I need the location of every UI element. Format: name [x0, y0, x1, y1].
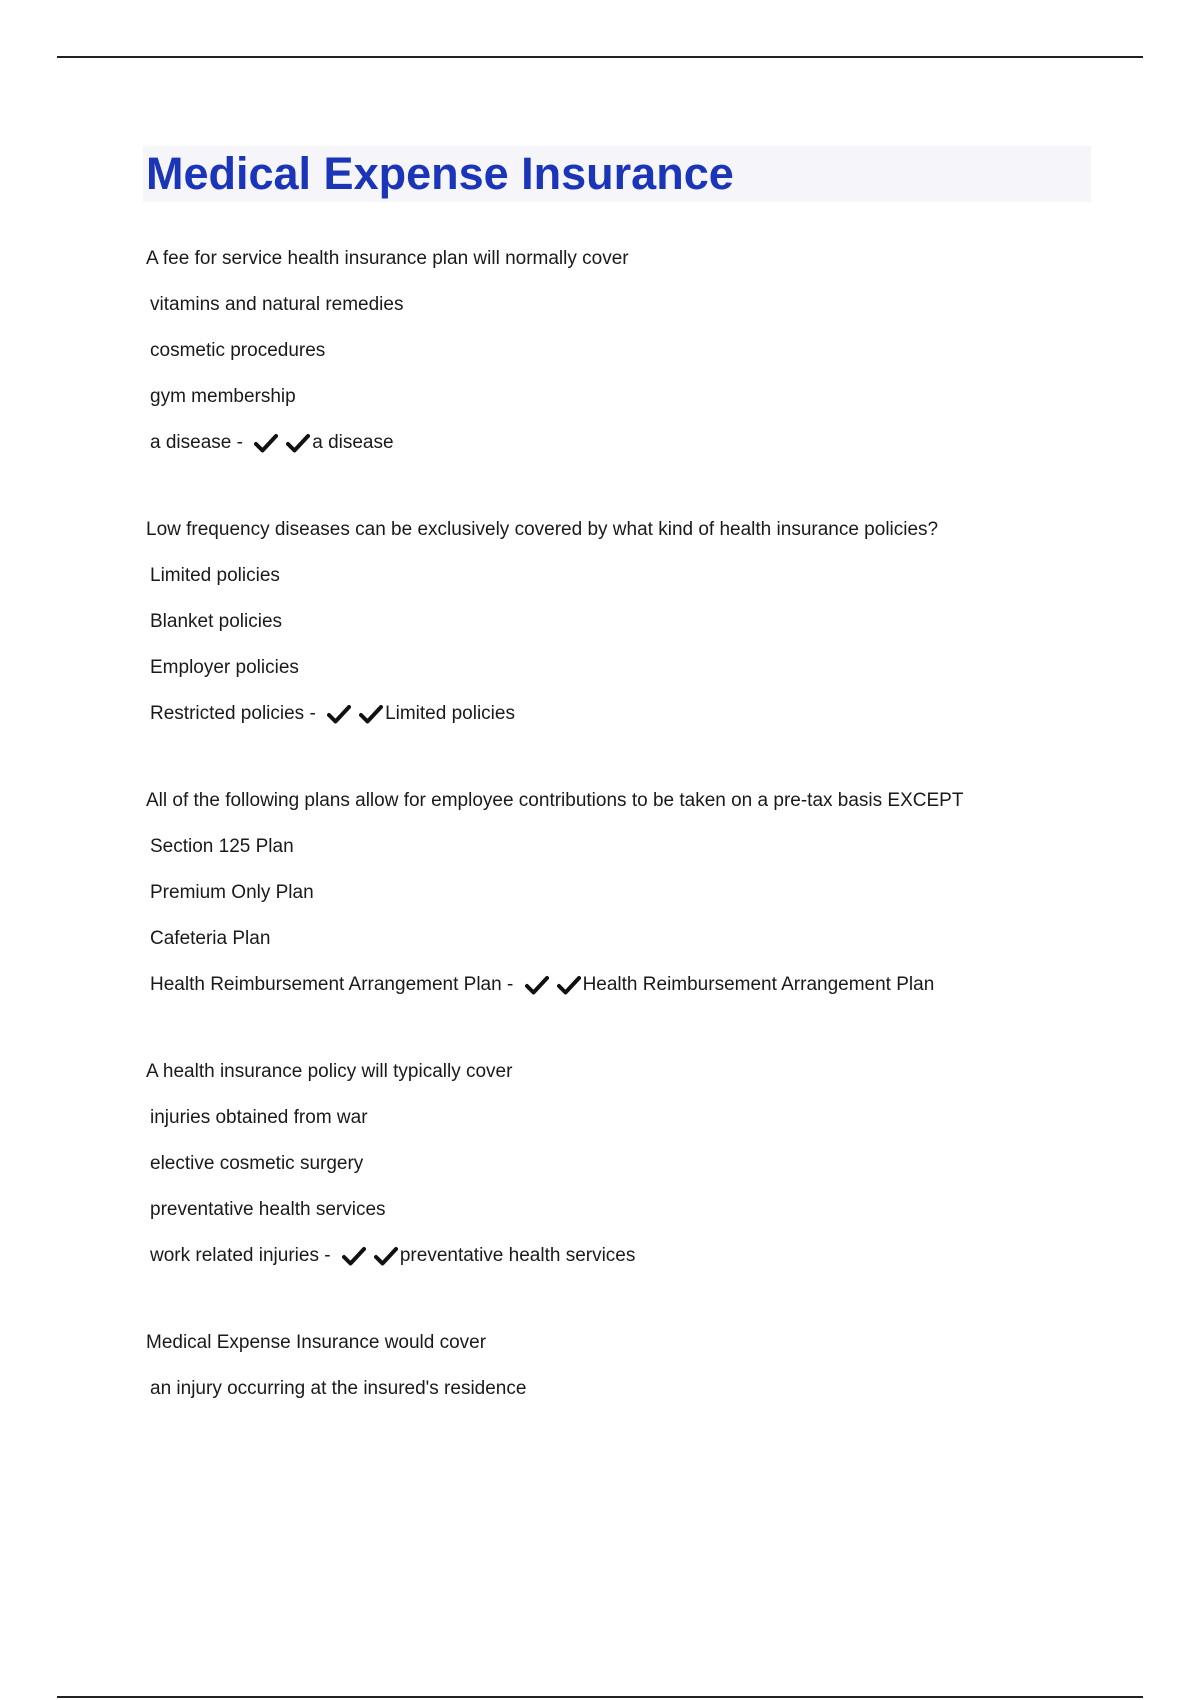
option-d: a disease [150, 432, 232, 453]
option-b: Premium Only Plan [150, 882, 314, 903]
check-icon [557, 974, 581, 996]
option-d: Health Reimbursement Arrangement Plan [150, 974, 502, 995]
separator: - [318, 1245, 336, 1266]
check-icon [286, 432, 310, 454]
question-block-1 [146, 246, 1146, 458]
check-icon [525, 974, 549, 996]
separator: - [501, 974, 519, 995]
option-b: cosmetic procedures [150, 340, 326, 361]
question-block-2 [146, 517, 1146, 729]
option-c: preventative health services [150, 1199, 386, 1220]
check-icon [359, 703, 383, 725]
option-b: elective cosmetic surgery [150, 1153, 364, 1174]
question-block-4 [146, 1059, 1146, 1271]
answer-line [150, 970, 1146, 1000]
question-list [146, 246, 1146, 1461]
check-icon [254, 432, 278, 454]
question-text: A health insurance policy will typically cover [146, 1061, 513, 1082]
option-d: Restricted policies [150, 703, 305, 724]
question-block-5 [146, 1330, 1146, 1402]
check-icon [342, 1245, 366, 1267]
option-c: gym membership [150, 386, 296, 407]
footer-rule [57, 1696, 1143, 1698]
option-a: Section 125 Plan [150, 836, 294, 857]
check-icon [374, 1245, 398, 1267]
question-text: A fee for service health insurance plan will normally cover [146, 248, 629, 269]
question-block-3 [146, 788, 1146, 1000]
option-c: Employer policies [150, 657, 299, 678]
title-band [143, 146, 1091, 202]
correct-answer: preventative health services [399, 1245, 636, 1266]
correct-answer: Health Reimbursement Arrangement Plan [582, 974, 935, 995]
option-c: Cafeteria Plan [150, 928, 271, 949]
correct-answer: Limited policies [385, 703, 515, 724]
question-text: Medical Expense Insurance would cover [146, 1332, 487, 1353]
option-a: Limited policies [150, 565, 280, 586]
option-a: an injury occurring at the insured's residence [150, 1378, 527, 1399]
separator: - [231, 432, 249, 453]
option-a: injuries obtained from war [150, 1107, 368, 1128]
header-rule [57, 56, 1143, 58]
question-text: All of the following plans allow for employee contributions to be taken on a pre-tax basis EXCEPT [146, 790, 964, 811]
option-a: vitamins and natural remedies [150, 294, 404, 315]
option-b: Blanket policies [150, 611, 283, 632]
answer-line [150, 428, 1146, 458]
option-d: work related injuries [150, 1245, 319, 1266]
check-icon [327, 703, 351, 725]
question-text: Low frequency diseases can be exclusively covered by what kind of health insurance policies? [146, 519, 939, 540]
page-title: Medical Expense Insurance [146, 148, 734, 199]
answer-line [150, 1241, 1146, 1271]
correct-answer: a disease [312, 432, 394, 453]
separator: - [304, 703, 322, 724]
answer-line [150, 699, 1146, 729]
